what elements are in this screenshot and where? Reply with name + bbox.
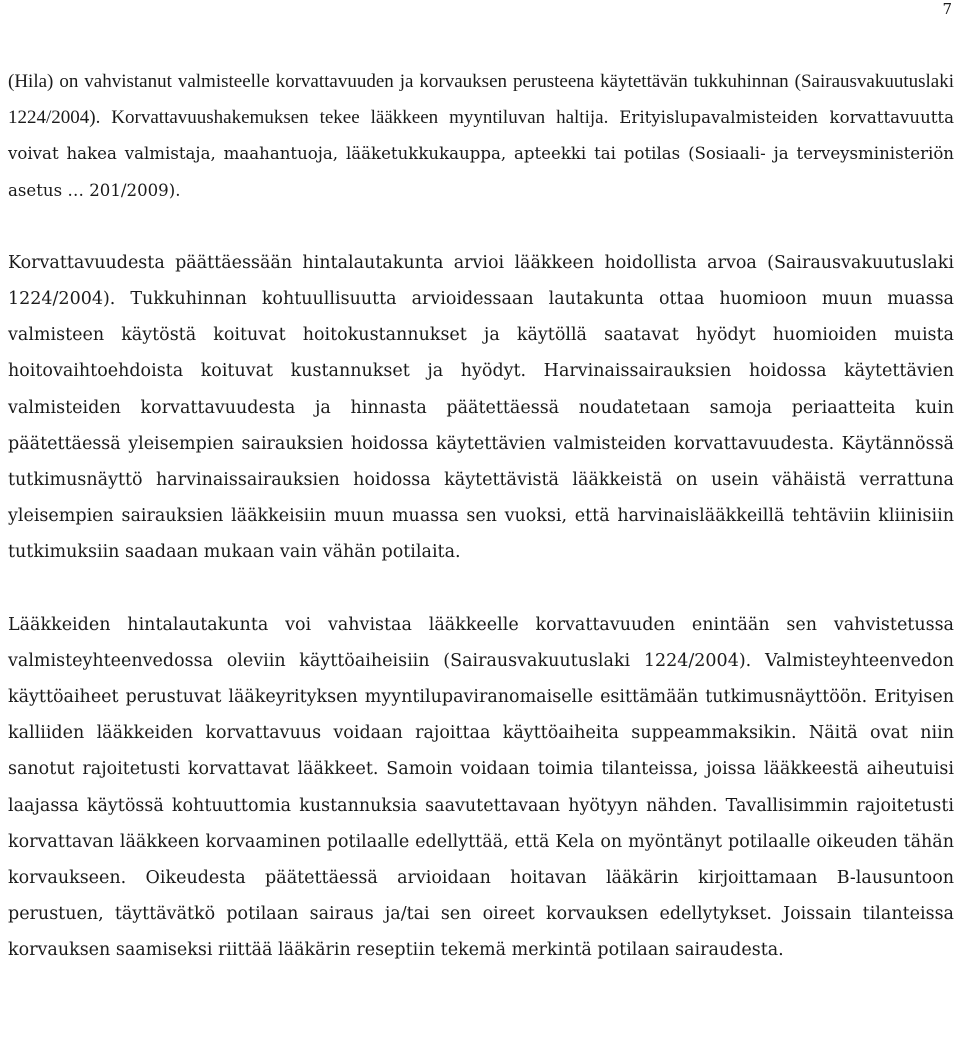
- paragraph-therapeutic-value: Korvattavuudesta päättäessään hintalautakunta arvioi lääkkeen hoidollista arvoa (Sairausvakuutuslaki 1224/2004). Tukkuhinnan kohtuullisuutta arvioidessaan lautakunta ottaa huomioon muun muassa valmisteen käytöstä koituvat hoitokustannukset ja käytöllä saatavat hyödyt huomioiden muista hoitovaihtoehdoista koituvat kustannukset ja hyödyt. Harvinaissairauksien hoidossa käytettävien valmisteiden korvattavuudesta ja hinnasta päätettäessä noudatetaan samoja periaatteita kuin päätettäessä yleisempien sairauksien hoidossa käytettävien valmisteiden korvattavuudesta. Käytännössä tutkimusnäyttö harvinaissairauksien hoidossa käytettävistä lääkkeistä on usein vähäistä verrattuna yleisempien sairauksien lääkkeisiin muun muassa sen vuoksi, että harvinaislääkkeillä tehtäviin kliinisiin tutkimuksiin saadaan mukaan vain vähän potilaita.: [8, 252, 954, 563]
- paragraph-1-sentence-group-2: Erityislupavalmisteiden korvattavuutta voivat hakea valmistaja, maahantuoja, lääketukkukauppa, apteekki tai potilas (Sosiaali- ja terveysministeriön asetus … 201/2009).: [8, 108, 954, 200]
- paragraph-reimbursement-application: [8, 64, 954, 209]
- paragraph-1-sentence-group-1: (Hila) on vahvistanut valmisteelle korvattavuuden ja korvauksen perusteena käytettävän tukkuhinnan (Sairausvakuutuslaki 1224/2004). Korvattavuushakemuksen tekee lääkkeen myyntiluvan haltija.: [8, 71, 954, 129]
- paragraph-restricted-reimbursement: Lääkkeiden hintalautakunta voi vahvistaa lääkkeelle korvattavuuden enintään sen vahvistetussa valmisteyhteenvedossa oleviin käyttöaiheisiin (Sairausvakuutuslaki 1224/2004). Valmisteyhteenvedon käyttöaiheet perustuvat lääkeyrityksen myyntilupaviranomaiselle esittämään tutkimusnäyttöön. Erityisen kalliiden lääkkeiden korvattavuus voidaan rajoittaa käyttöaiheita suppeammaksikin. Näitä ovat niin sanotut rajoitetusti korvattavat lääkkeet. Samoin voidaan toimia tilanteissa, joissa lääkkeestä aiheutuisi laajassa käytössä kohtuuttomia kustannuksia saavutettavaan hyötyyn nähden. Tavallisimmin rajoitetusti korvattavan lääkkeen korvaaminen potilaalle edellyttää, että Kela on myöntänyt potilaalle oikeuden tähän korvaukseen. Oikeudesta päätettäessä arvioidaan hoitavan lääkärin kirjoittamaan B-lausuntoon perustuen, täyttävätkö potilaan sairaus ja/tai sen oireet korvauksen edellytykset. Joissain tilanteissa korvauksen saamiseksi riittää lääkärin reseptiin tekemä merkintä potilaan sairaudesta.: [8, 614, 954, 961]
- page-number: 7: [942, 0, 952, 18]
- document-body: [8, 64, 954, 969]
